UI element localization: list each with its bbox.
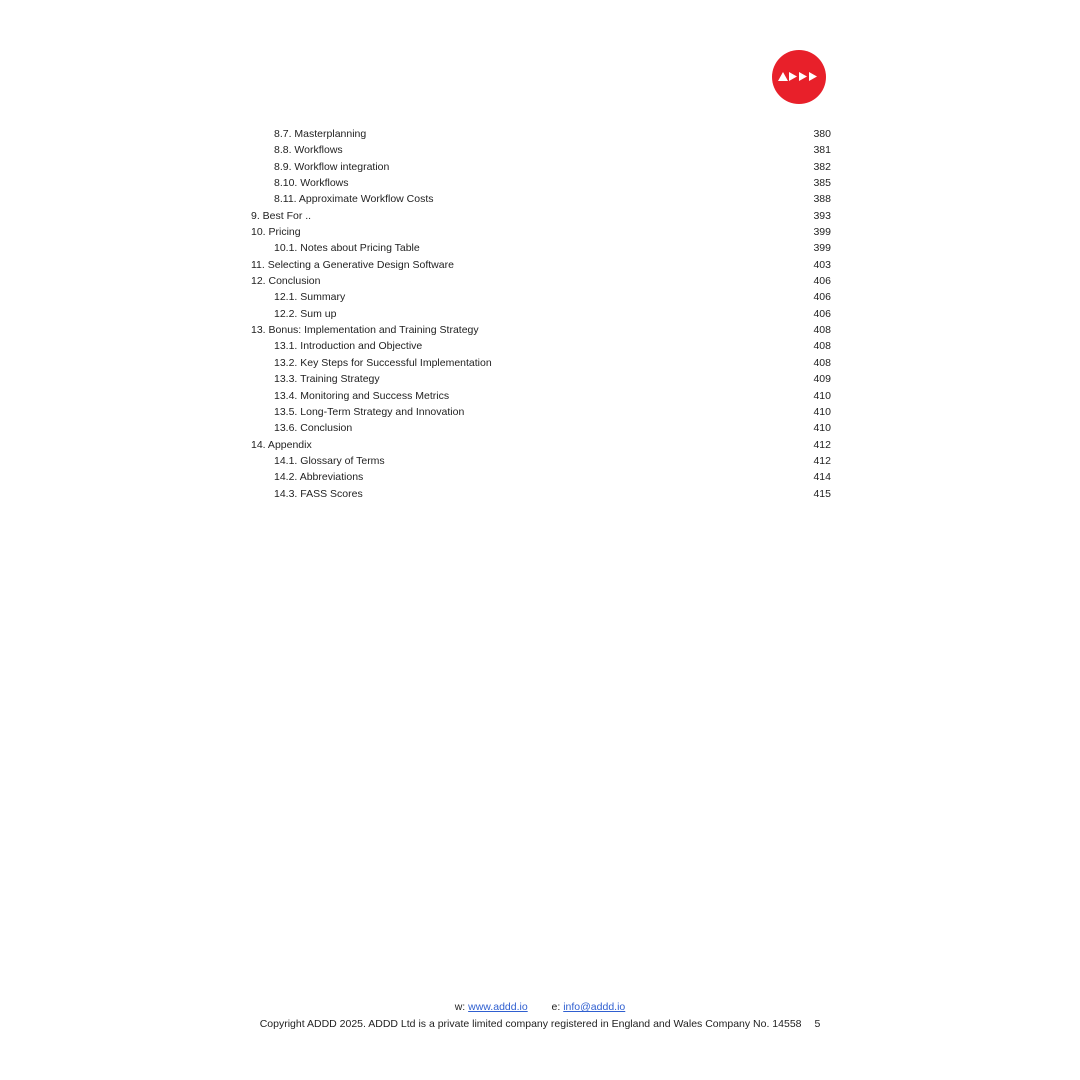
- toc-entry-title: 10.1. Notes about Pricing Table: [274, 242, 420, 255]
- toc-entry[interactable]: [251, 338, 831, 354]
- toc-entry-page: 410: [813, 422, 831, 435]
- toc-entry[interactable]: [251, 257, 831, 273]
- toc-entry-title: 14.2. Abbreviations: [274, 471, 364, 484]
- toc-entry-page: 380: [813, 128, 831, 140]
- email-link[interactable]: info@addd.io: [563, 1001, 626, 1013]
- toc-entry-page: 414: [813, 471, 831, 484]
- toc-entry-page: 408: [813, 340, 831, 353]
- toc-entry-title: 10. Pricing: [251, 226, 301, 239]
- page-number: 5: [814, 1018, 821, 1030]
- toc-entry-title: 13.5. Long-Term Strategy and Innovation: [274, 405, 465, 418]
- toc-entry[interactable]: [251, 224, 831, 240]
- toc-entry-title: 13.6. Conclusion: [274, 422, 353, 435]
- toc-entry-title: 12.2. Sum up: [274, 307, 337, 320]
- email-label: e:: [551, 1001, 561, 1013]
- toc-entry[interactable]: [251, 240, 831, 256]
- toc-entry-page: 415: [813, 487, 831, 500]
- toc-entry[interactable]: [251, 453, 831, 469]
- toc-entry-title: 13.4. Monitoring and Success Metrics: [274, 389, 450, 402]
- toc-entry-title: 14. Appendix: [251, 438, 312, 451]
- toc-entry-page: 385: [813, 177, 831, 190]
- toc-entry[interactable]: [251, 159, 831, 175]
- toc-entry-page: 412: [813, 454, 831, 467]
- toc-entry-title: 8.7. Masterplanning: [274, 128, 367, 140]
- toc-entry-title: 8.11. Approximate Workflow Costs: [274, 193, 434, 206]
- toc-entry[interactable]: [251, 126, 831, 142]
- toc-entry[interactable]: [251, 371, 831, 387]
- toc-entry-title: 14.3. FASS Scores: [274, 487, 363, 500]
- toc-entry-title: 13.2. Key Steps for Successful Implementation: [274, 356, 492, 369]
- toc-entry-title: 13.3. Training Strategy: [274, 373, 380, 386]
- toc-entry-page: 410: [813, 389, 831, 402]
- toc-entry[interactable]: [251, 208, 831, 224]
- toc-entry-page: 408: [813, 324, 831, 337]
- toc-entry-page: 408: [813, 356, 831, 369]
- toc-entry-page: 399: [813, 226, 831, 239]
- toc-entry-page: 406: [813, 291, 831, 304]
- toc-entry-title: 14.1. Glossary of Terms: [274, 454, 385, 467]
- toc-entry[interactable]: [251, 420, 831, 436]
- addd-logo-arrows: [772, 50, 826, 104]
- toc-entry-page: 409: [813, 373, 831, 386]
- toc-entry-page: 406: [813, 275, 831, 288]
- toc-entry-page: 388: [813, 193, 831, 206]
- toc-entry[interactable]: [251, 322, 831, 338]
- toc-entry[interactable]: [251, 355, 831, 371]
- copyright-text: Copyright ADDD 2025. ADDD Ltd is a private limited company registered in England and Wales Company No. 14558: [259, 1018, 802, 1030]
- toc-entry[interactable]: [251, 191, 831, 207]
- toc-entry[interactable]: [251, 175, 831, 191]
- toc-entry[interactable]: [251, 404, 831, 420]
- toc-entry-title: 8.8. Workflows: [274, 144, 343, 157]
- toc-entry-page: 403: [813, 258, 831, 271]
- toc-entry[interactable]: [251, 437, 831, 453]
- footer-copyright: [0, 1018, 1080, 1030]
- toc-entry-title: 12.1. Summary: [274, 291, 346, 304]
- table-of-contents: [251, 126, 831, 502]
- toc-entry[interactable]: [251, 289, 831, 305]
- toc-entry-page: 412: [813, 438, 831, 451]
- toc-entry[interactable]: [251, 486, 831, 502]
- toc-entry-page: 406: [813, 307, 831, 320]
- toc-entry[interactable]: [251, 273, 831, 289]
- toc-entry-title: 13. Bonus: Implementation and Training Strategy: [251, 324, 479, 337]
- toc-entry-title: 8.10. Workflows: [274, 177, 349, 190]
- toc-entry-title: 11. Selecting a Generative Design Software: [251, 258, 454, 271]
- toc-entry[interactable]: [251, 306, 831, 322]
- website-link[interactable]: www.addd.io: [468, 1001, 528, 1013]
- toc-entry[interactable]: [251, 388, 831, 404]
- toc-entry-title: 8.9. Workflow integration: [274, 160, 390, 173]
- footer-contact: [0, 1001, 1080, 1013]
- toc-entry-title: 13.1. Introduction and Objective: [274, 340, 423, 353]
- toc-entry-page: 393: [813, 209, 831, 222]
- toc-entry-page: 410: [813, 405, 831, 418]
- toc-entry-page: 381: [813, 144, 831, 157]
- toc-entry-page: 382: [813, 160, 831, 173]
- toc-entry[interactable]: [251, 142, 831, 158]
- toc-entry[interactable]: [251, 469, 831, 485]
- toc-entry-title: 12. Conclusion: [251, 275, 321, 288]
- addd-logo-icon: [772, 50, 826, 104]
- toc-entry-title: 9. Best For ..: [251, 209, 312, 222]
- web-label: w:: [454, 1001, 466, 1013]
- toc-entry-page: 399: [813, 242, 831, 255]
